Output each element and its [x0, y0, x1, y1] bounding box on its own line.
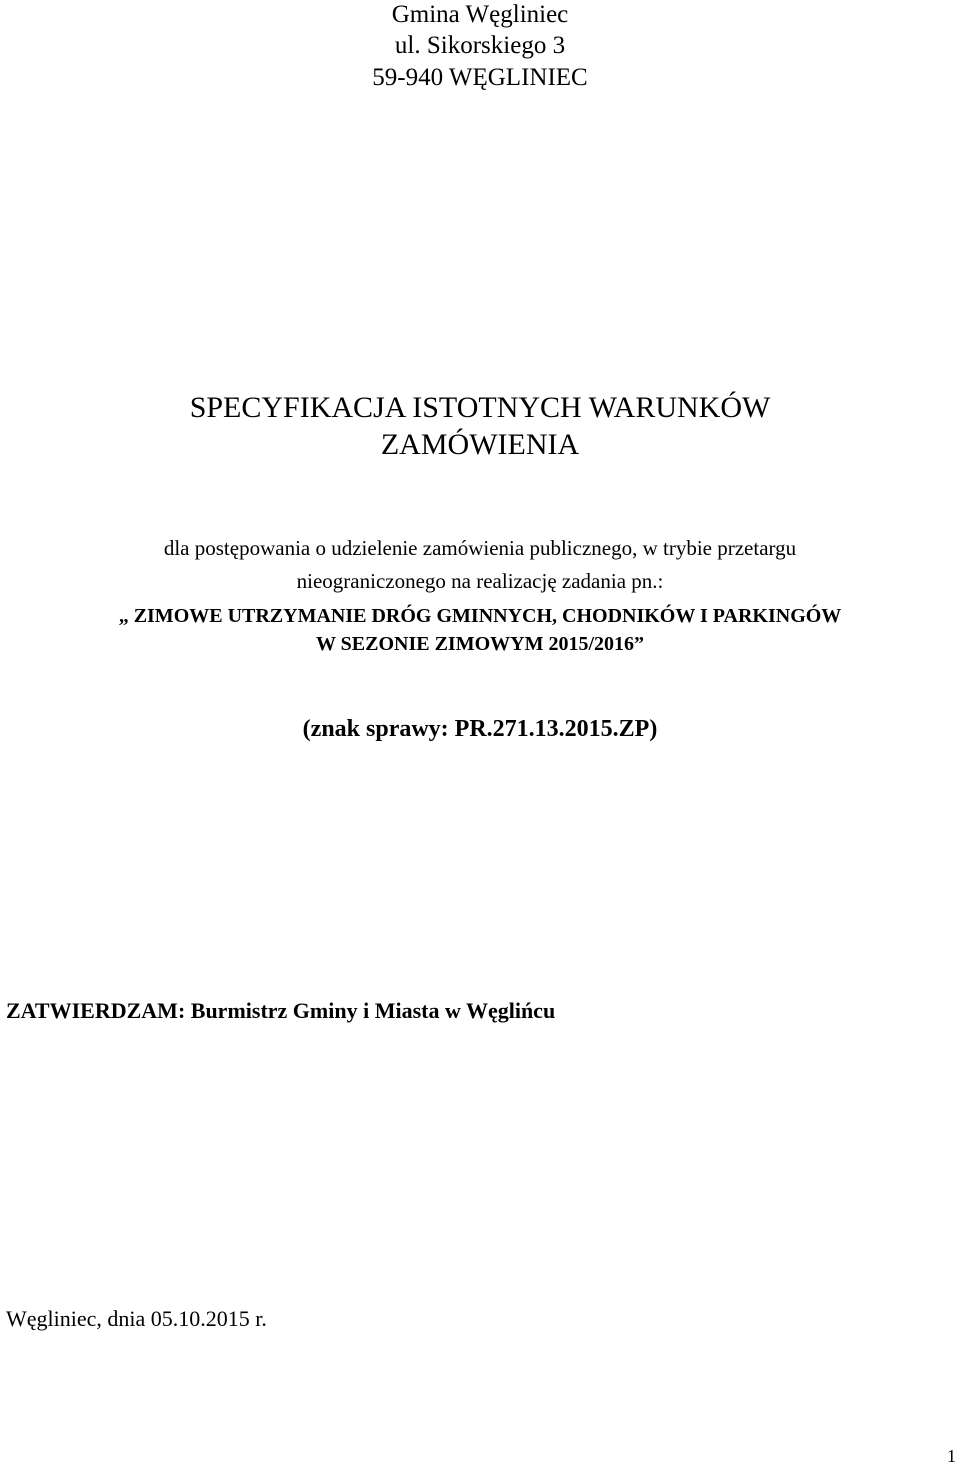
document-title-line-1: SPECYFIKACJA ISTOTNYCH WARUNKÓW	[189, 391, 771, 424]
municipality-postal-city: 59-940 WĘGLINIEC	[372, 64, 588, 91]
approval-line: ZATWIERDZAM: Burmistrz Gminy i Miasta w Węglińcu	[6, 998, 556, 1023]
municipality-name: Gmina Węgliniec	[391, 1, 569, 28]
procedure-description-line-1: dla postępowania o udzielenie zamówienia publicznego, w trybie przetargu	[163, 536, 797, 560]
page-number: 1	[947, 1446, 956, 1466]
document-title-line-2: ZAMÓWIENIA	[380, 428, 580, 461]
document-date: Węgliniec, dnia 05.10.2015 r.	[6, 1306, 267, 1331]
municipality-street: ul. Sikorskiego 3	[394, 32, 566, 59]
procedure-description-line-2: nieograniczonego na realizację zadania pn.:	[296, 569, 664, 593]
task-name-line-2: W SEZONIE ZIMOWYM 2015/2016”	[316, 633, 644, 655]
case-number: (znak sprawy: PR.271.13.2015.ZP)	[302, 716, 658, 742]
task-name-line-1: „ ZIMOWE UTRZYMANIE DRÓG GMINNYCH, CHODNIKÓW I PARKINGÓW	[118, 605, 842, 627]
